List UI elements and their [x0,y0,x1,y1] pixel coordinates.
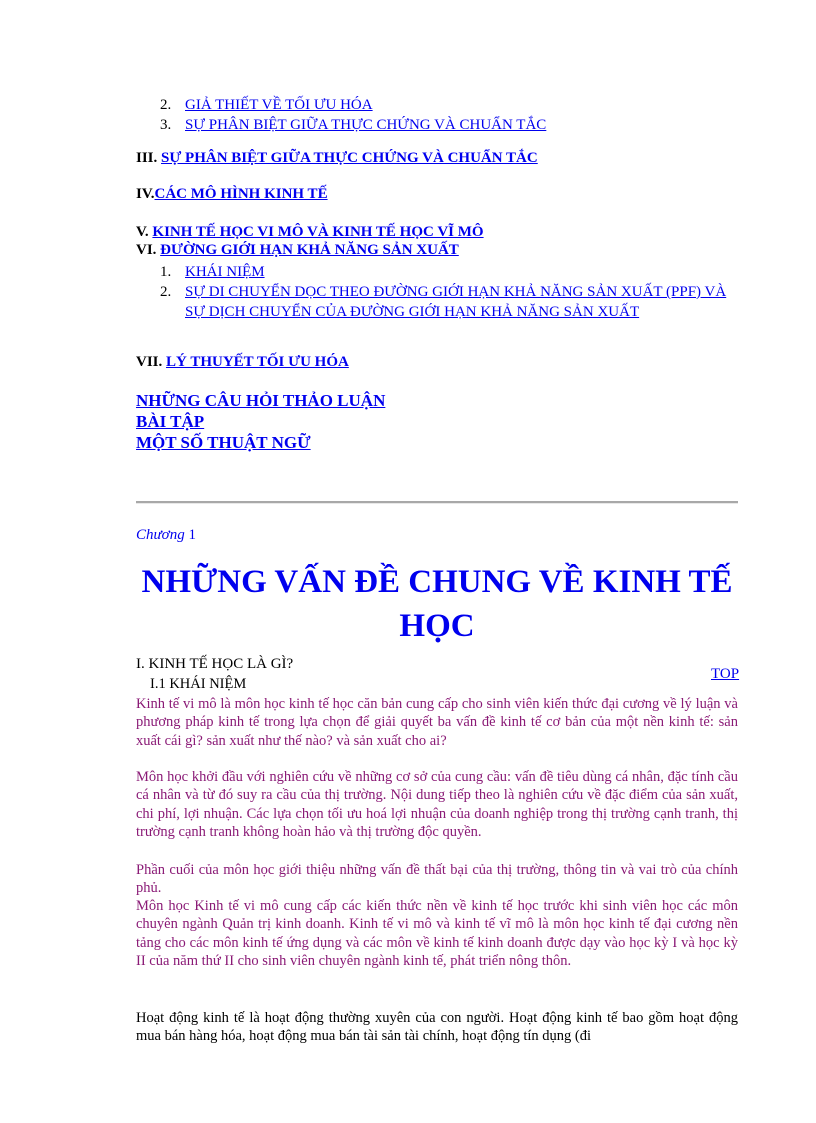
chapter-word: Chương [136,527,185,543]
toc-subitem [160,95,730,115]
toc-subitem-number: 3. [160,117,172,133]
toc-link-section-iii[interactable]: SỰ PHÂN BIỆT GIỮA THỰC CHỨNG VÀ CHUẨN TẮC [161,150,538,166]
paragraph: Môn học khởi đầu với nghiên cứu về những cơ sở của cung cầu: vấn đề tiêu dùng cá nhân, đặc tính cầu cá nhân và từ đó suy ra cầu của thị trường. Nội dung tiếp theo là nghiên cứu về đặc điểm của sản xuất, chi phí, lợi nhuận. Các lựa chọn tối ưu hoá lợi nhuận của doanh nghiệp trong thị trường cạnh tranh, thị trường cạnh tranh không hoàn hảo và thị trường độc quyền. [136,769,738,840]
toc-section-iv [136,186,328,203]
toc-sublist-vi [160,262,730,322]
paragraph: Môn học Kinh tế vi mô cung cấp các kiến thức nền về kinh tế học trước khi sinh viên học các môn chuyên ngành Quản trị kinh doanh. Kinh tế vi mô và kinh tế vĩ mô là môn học kinh tế đại cương nền tảng cho các môn kinh tế ứng dụng và các môn về kinh tế kinh doanh được dạy vào học kỳ I và học kỳ II của năm thứ II cho sinh viên chuyên ngành kinh tế, phát triển nông thôn. [136,898,738,969]
toc-subitem-number: 2. [160,284,172,300]
toc-section-v [136,224,484,241]
toc-subitem [160,262,730,282]
toc-link-glossary[interactable]: MỘT SỐ THUẬT NGỮ [136,433,311,452]
toc-link-positive-normative[interactable]: SỰ PHÂN BIỆT GIỮA THỰC CHỨNG VÀ CHUẨN TẮC [185,117,547,133]
paragraph: Phần cuối của môn học giới thiệu những vấn đề thất bại của thị trường, thông tin và vai trò của chính phủ. [136,862,738,897]
toc-section-label: VII. [136,354,167,370]
paragraph: Kinh tế vi mô là môn học kinh tế học căn bản cung cấp cho sinh viên kiến thức đại cương về lý luận và phương pháp kinh tế trong lựa chọn để giải quyết ba vấn đề kinh tế cơ bản của một nền kinh tế: sản xuất cái gì? sản xuất như thế nào? và sản xuất cho ai? [136,696,738,749]
toc-subitem [160,115,730,135]
toc-link-section-vii[interactable]: LÝ THUYẾT TỐI ƯU HÓA [166,354,349,370]
toc-section-vi [136,242,459,259]
section-subheading: I.1 KHÁI NIỆM [150,676,247,692]
toc-section-label: V. [136,224,153,240]
toc-bottom-links [136,390,385,453]
toc-section-vii [136,354,349,371]
top-link[interactable]: TOP [711,666,740,682]
toc-subitem-number: 1. [160,264,172,280]
toc-link-discussion-questions[interactable]: NHỮNG CÂU HỎI THẢO LUẬN [136,391,386,410]
toc-link-section-v[interactable]: KINH TẾ HỌC VI MÔ VÀ KINH TẾ HỌC VĨ MÔ [152,224,484,240]
toc-link-section-iv[interactable]: CÁC MÔ HÌNH KINH TẾ [154,186,328,202]
toc-link-optimization-assumption[interactable]: GIẢ THIẾT VỀ TỐI ƯU HÓA [185,97,373,113]
chapter-label [136,527,196,544]
horizontal-rule [136,501,738,504]
toc-section-label: III. [136,150,162,166]
toc-link-ppf-movement[interactable]: SỰ DI CHUYỂN DỌC THEO ĐƯỜNG GIỚI HẠN KHẢ NĂNG SẢN XUẤT (PPF) VÀ SỰ DỊCH CHUYỂN CỦA ĐƯỜNG GIỚI HẠN KHẢ NĂNG SẢN XUẤT [185,284,727,320]
chapter-number: 1 [184,527,196,543]
toc-link-exercises[interactable]: BÀI TẬP [136,412,205,431]
toc-section-label: IV. [136,186,155,202]
section-heading: I. KINH TẾ HỌC LÀ GÌ? [136,656,294,672]
toc-sublist-top [160,95,730,135]
chapter-title: NHỮNG VẤN ĐỀ CHUNG VỀ KINH TẾ HỌC [141,564,733,644]
paragraph: Hoạt động kinh tế là hoạt động thường xuyên của con người. Hoạt động kinh tế bao gồm hoạt động mua bán hàng hóa, hoạt động mua bán tài sản tài chính, hoạt động tín dụng (đi [136,1010,738,1045]
toc-section-label: VI. [136,242,161,258]
toc-link-section-vi[interactable]: ĐƯỜNG GIỚI HẠN KHẢ NĂNG SẢN XUẤT [160,242,459,258]
toc-link-concept[interactable]: KHÁI NIỆM [185,264,265,280]
toc-section-iii [136,150,538,167]
toc-subitem [160,282,730,322]
toc-subitem-number: 2. [160,97,172,113]
